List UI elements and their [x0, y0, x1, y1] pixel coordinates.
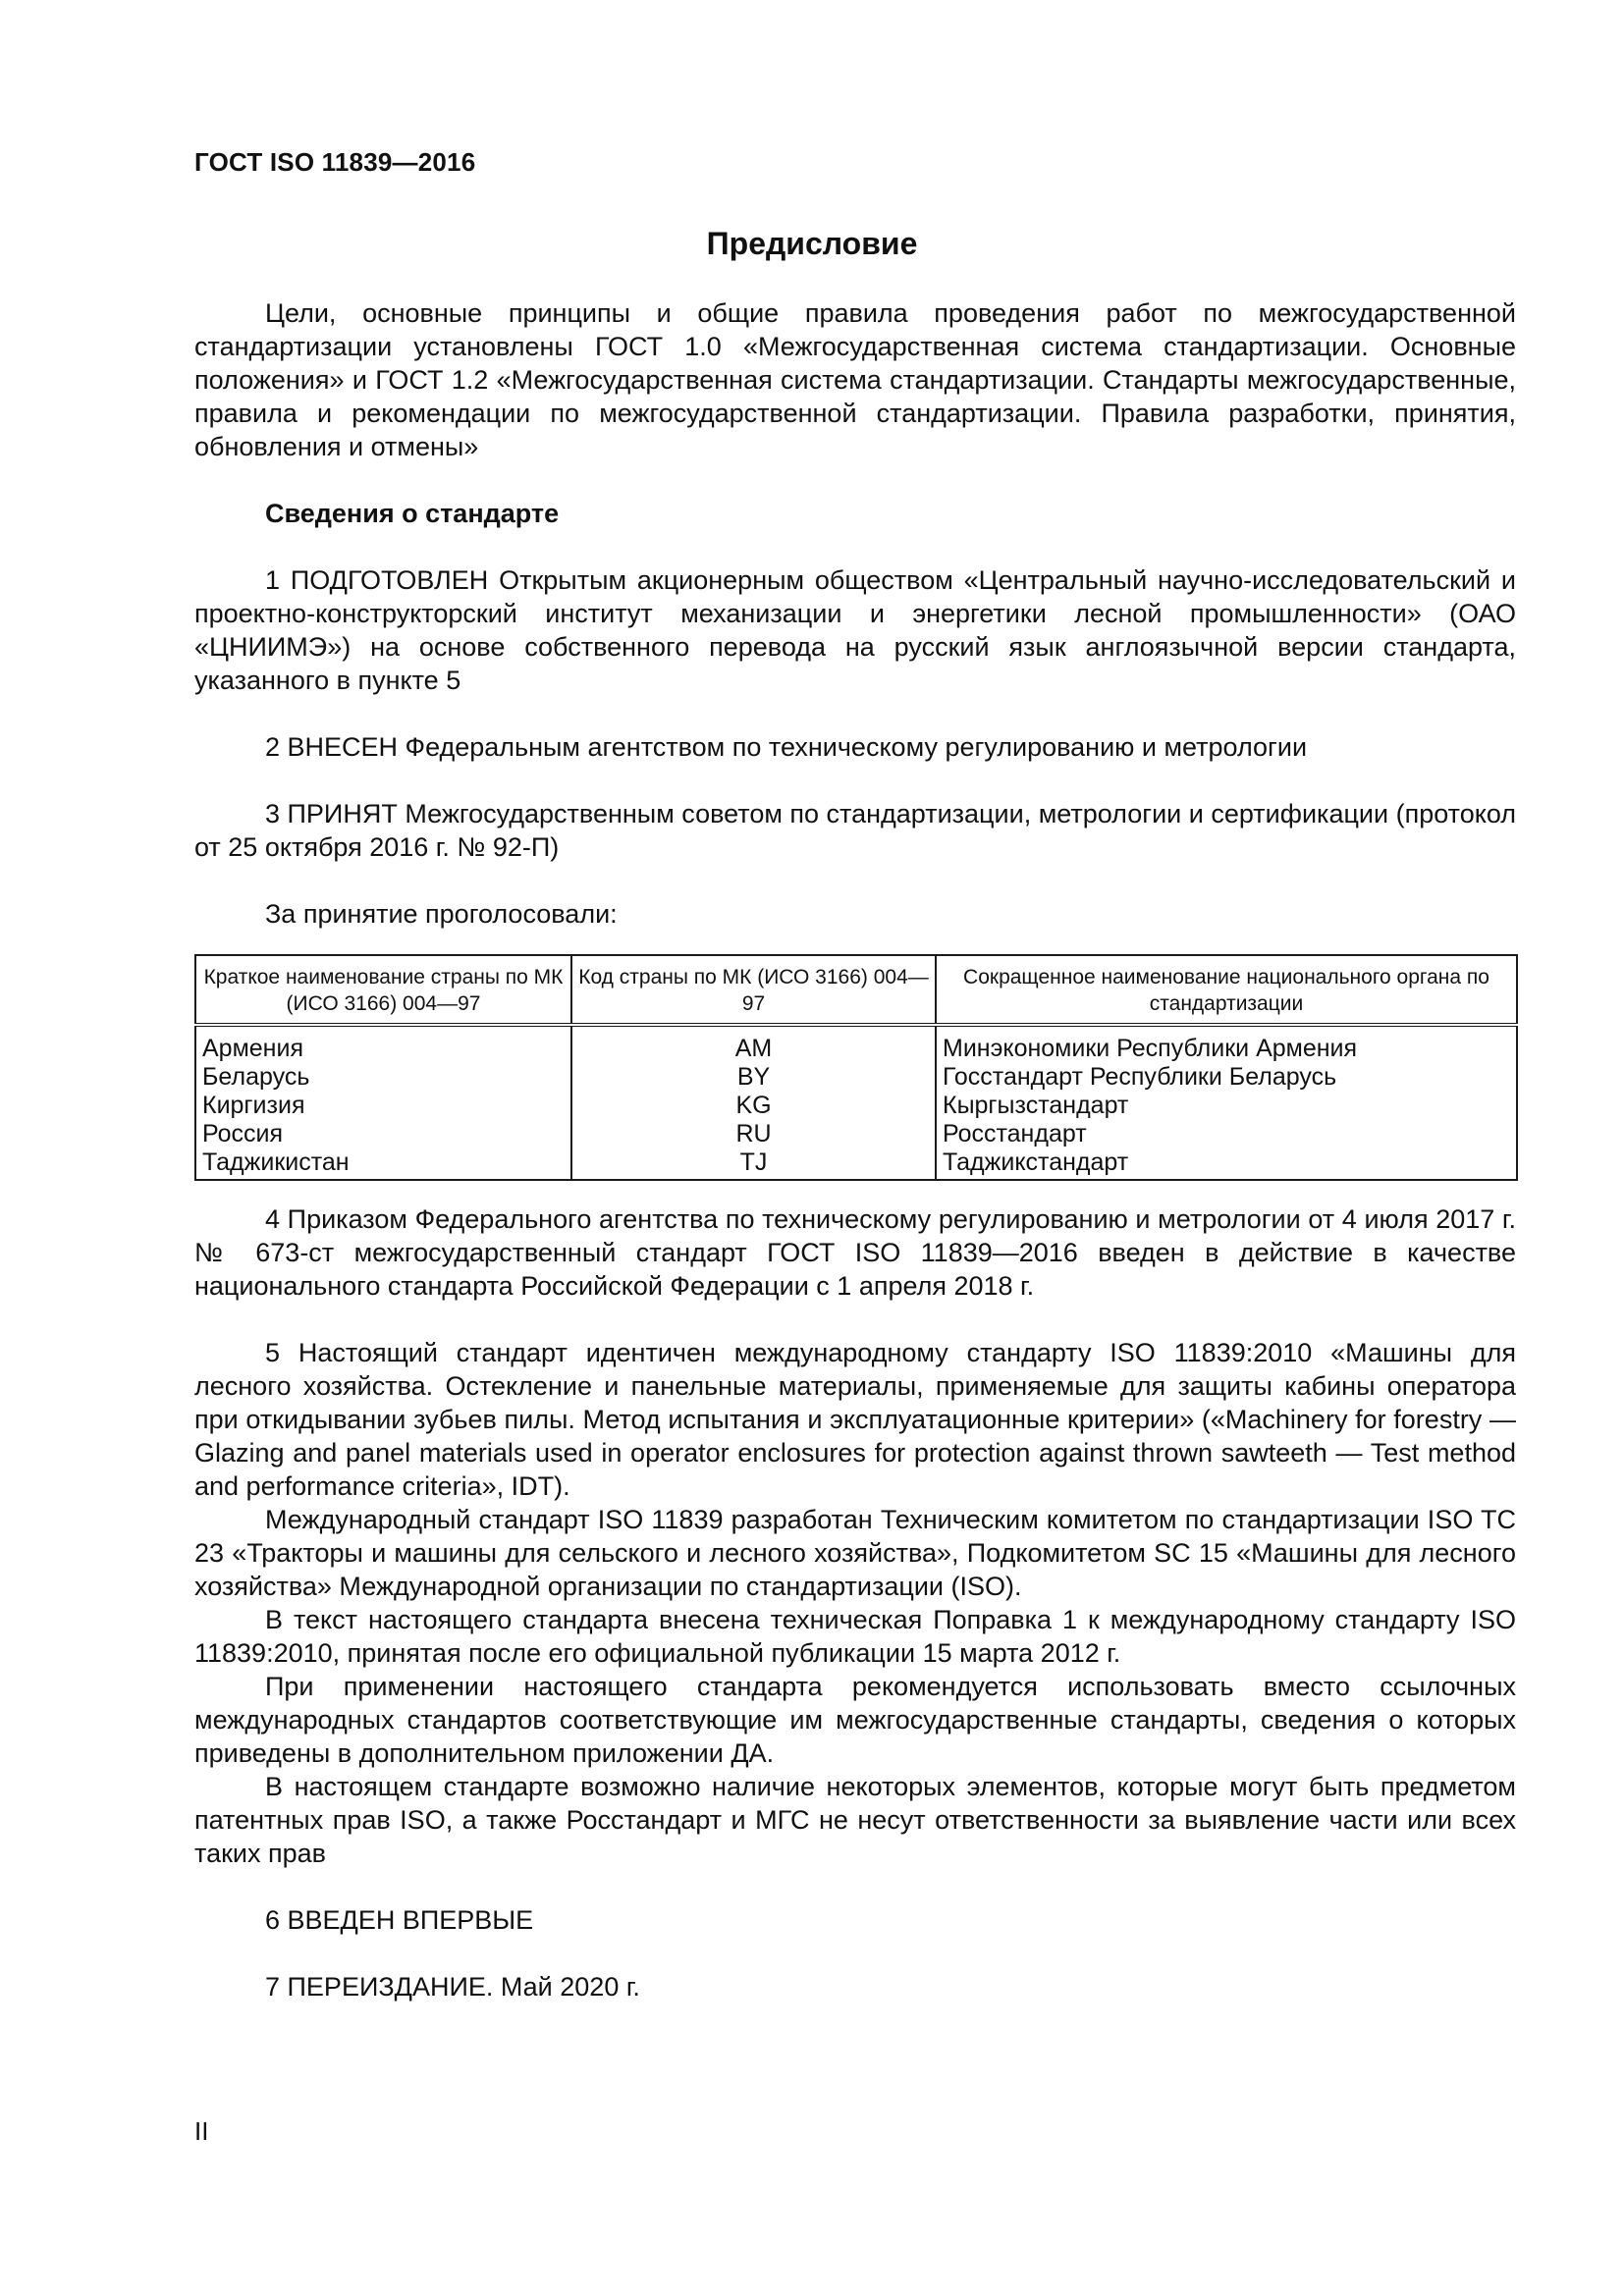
code-cell: TJ [571, 1148, 936, 1180]
item-2-paragraph: 2 ВНЕСЕН Федеральным агентством по техническому регулированию и метрологии [265, 732, 1308, 762]
code-cell: AM [571, 1025, 936, 1063]
item-5-patent-paragraph: В настоящем стандарте возможно наличие некоторых элементов, которые могут быть предметом патентных прав ISO, а также Росстандарт и МГС не несут ответственности за выявление части или всех таких прав [194, 1772, 1516, 1868]
item-5-amendment-paragraph: В текст настоящего стандарта внесена техническая Поправка 1 к международному стандарту ISO 11839:2010, принятая после его официальной публикации 15 марта 2012 г. [194, 1605, 1516, 1668]
national-body-cell: Кыргызстандарт [936, 1092, 1517, 1120]
table-header-country: Краткое наименование страны по МК (ИСО 3166) 004—97 [195, 955, 571, 1025]
item-5-paragraph: 5 Настоящий стандарт идентичен международному стандарту ISO 11839:2010 «Машины для лесного хозяйства. Остекление и панельные материалы, применяемые для защиты кабины оператора при откидывании зубьев пилы. Метод испытания и эксплуатационные критерии» («Machinery for forestry — Glazing and panel materials used in operator enclosures for protection against thrown sawteeth — Test method and performance criteria», IDT). [194, 1338, 1516, 1501]
document-body [194, 296, 1516, 2003]
section-heading: Сведения о стандарте [265, 499, 560, 528]
national-body-cell: Таджикстандарт [936, 1148, 1517, 1180]
table-header-code: Код страны по МК (ИСО 3166) 004—97 [571, 955, 936, 1025]
table-row [195, 1063, 1517, 1092]
national-body-cell: Минэкономики Республики Армения [936, 1025, 1517, 1063]
code-cell: BY [571, 1063, 936, 1092]
country-cell: Киргизия [195, 1092, 571, 1120]
table-row [195, 1025, 1517, 1063]
national-body-cell: Росстандарт [936, 1120, 1517, 1148]
item-1-paragraph: 1 ПОДГОТОВЛЕН Открытым акционерным обществом «Центральный научно-исследовательский и проектно-конструкторский институт механизации и энергетики лесной промышленности» (ОАО «ЦНИИМЭ») на основе собственного перевода на русский язык англоязычной версии стандарта, указанного в пункте 5 [194, 565, 1516, 695]
vote-intro: За принятие проголосовали: [265, 899, 618, 929]
item-6-paragraph: 6 ВВЕДЕН ВПЕРВЫЕ [265, 1905, 534, 1935]
table-row [195, 1148, 1517, 1180]
table-header-national-body: Сокращенное наименование национального органа по стандартизации [936, 955, 1517, 1025]
page-number: II [194, 2116, 209, 2146]
code-cell: RU [571, 1120, 936, 1148]
item-5-references-paragraph: При применении настоящего стандарта рекомендуется использовать вместо ссылочных международных стандартов соответствующие им межгосударственные стандарты, сведения о которых приведены в дополнительном приложении ДА. [194, 1672, 1516, 1768]
intro-paragraph: Цели, основные принципы и общие правила проведения работ по межгосударственной стандартизации установлены ГОСТ 1.0 «Межгосударственная система стандартизации. Основные положения» и ГОСТ 1.2 «Межгосударственная система стандартизации. Стандарты межгосударственные, правила и рекомендации по межгосударственной стандартизации. Правила разработки, принятия, обновления и отмены» [194, 298, 1516, 461]
page-title: Предисловие [706, 226, 918, 261]
item-7-paragraph: 7 ПЕРЕИЗДАНИЕ. Май 2020 г. [265, 1972, 640, 2002]
country-cell: Россия [195, 1120, 571, 1148]
table-row [195, 1092, 1517, 1120]
country-cell: Армения [195, 1025, 571, 1063]
table-row [195, 1120, 1517, 1148]
country-cell: Беларусь [195, 1063, 571, 1092]
table-header-row [195, 955, 1517, 1025]
item-4-paragraph: 4 Приказом Федерального агентства по техническому регулированию и метрологии от 4 июля 2017 г. № 673-ст межгосударственный стандарт ГОСТ ISO 11839—2016 введен в действие в качестве национального стандарта Российской Федерации с 1 апреля 2018 г. [194, 1204, 1516, 1301]
code-cell: KG [571, 1092, 936, 1120]
country-cell: Таджикистан [195, 1148, 571, 1180]
national-body-cell: Госстандарт Республики Беларусь [936, 1063, 1517, 1092]
item-3-paragraph: 3 ПРИНЯТ Межгосударственным советом по стандартизации, метрологии и сертификации (протокол от 25 октября 2016 г. № 92-П) [194, 799, 1517, 862]
item-5-tc-paragraph: Международный стандарт ISO 11839 разработан Техническим комитетом по стандартизации ISO TC 23 «Тракторы и машины для сельского и лесного хозяйства», Подкомитетом SC 15 «Машины для лесного хозяйства» Международной организации по стандартизации (ISO). [194, 1505, 1516, 1601]
document-code: ГОСТ ISO 11839—2016 [194, 147, 476, 177]
voting-countries-table [194, 954, 1518, 1181]
